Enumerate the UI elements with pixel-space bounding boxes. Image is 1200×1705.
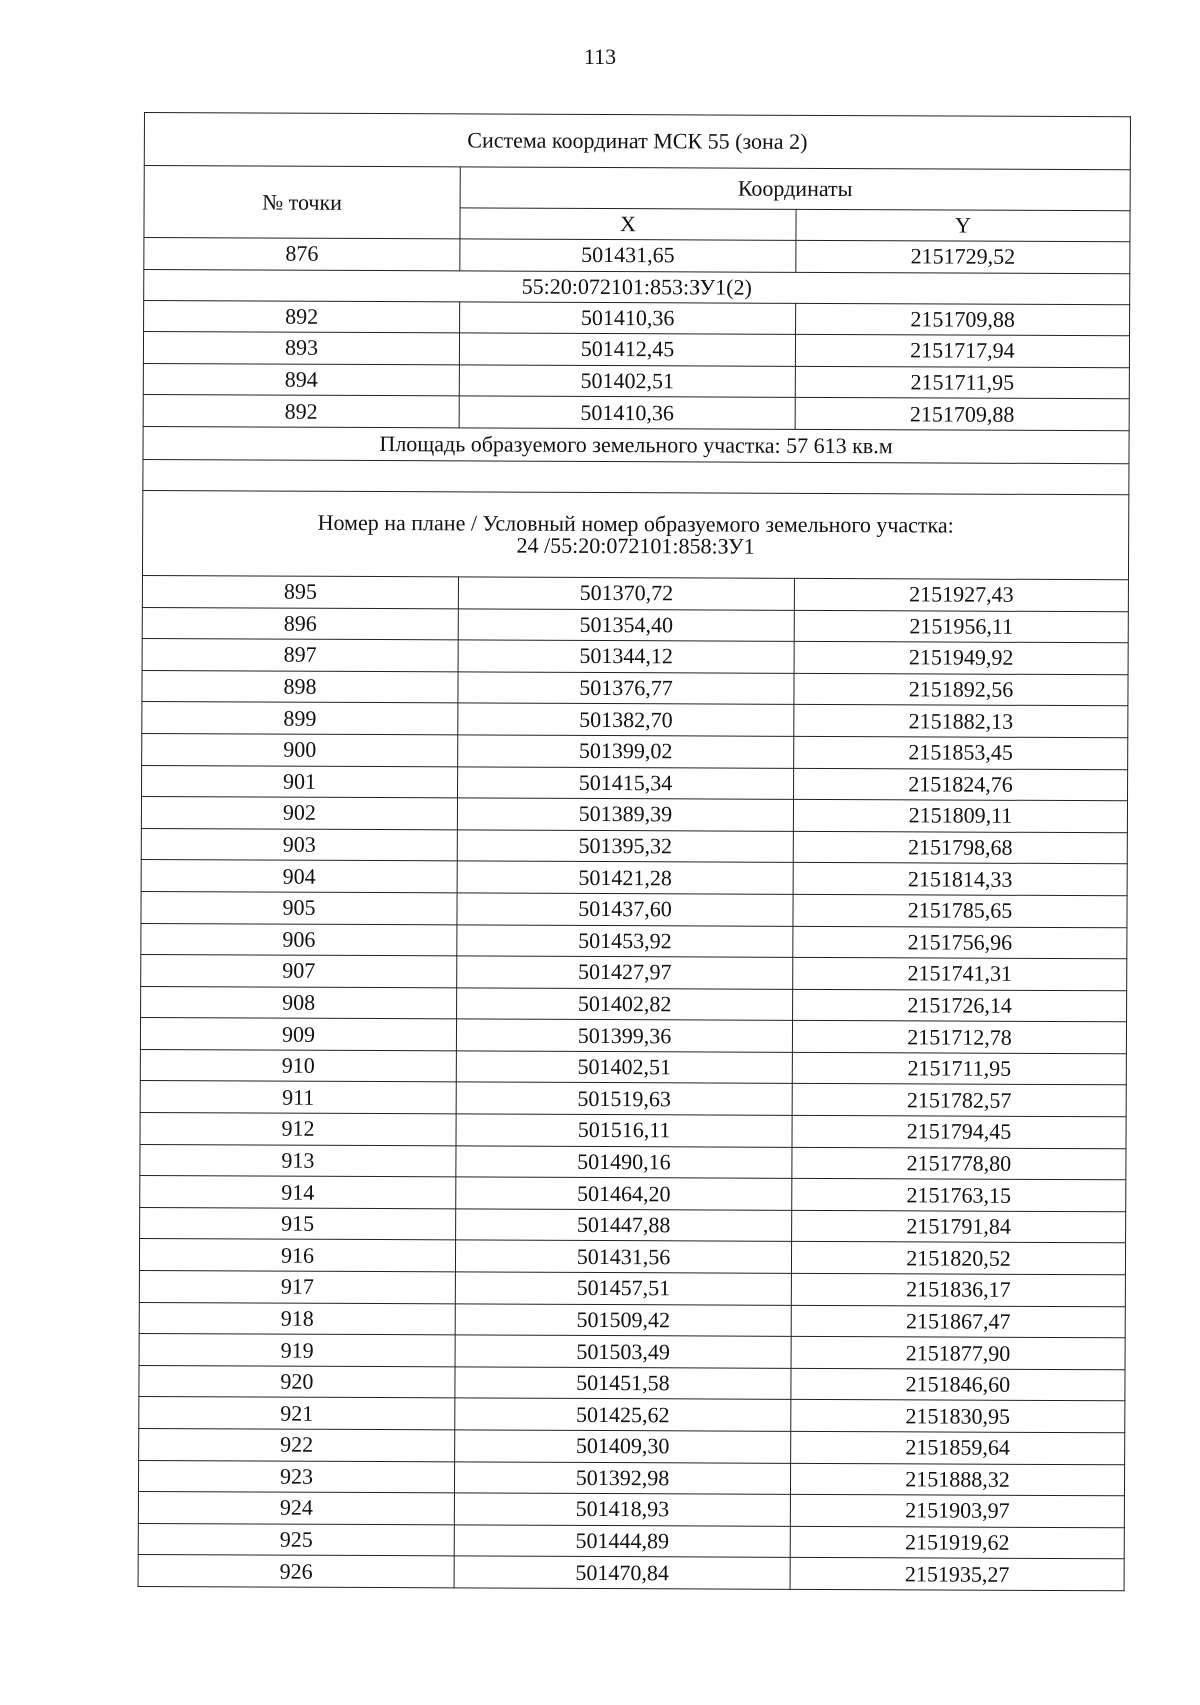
x-coordinate-cell: 501382,70 <box>458 703 794 736</box>
x-coordinate-cell: 501410,36 <box>459 396 795 429</box>
table-row <box>139 1365 1125 1401</box>
y-coordinate-cell: 2151726,14 <box>793 989 1127 1022</box>
y-coordinate-cell: 2151820,52 <box>791 1242 1125 1275</box>
point-number-cell: 902 <box>141 797 457 830</box>
table-row <box>142 702 1128 738</box>
y-coordinate-cell: 2151729,52 <box>796 240 1130 273</box>
header-row <box>144 166 1130 211</box>
point-number-cell: 900 <box>142 733 458 766</box>
table-row <box>142 733 1128 769</box>
y-coordinate-cell: 2151859,64 <box>791 1431 1125 1464</box>
x-coordinate-cell: 501444,89 <box>454 1525 790 1558</box>
x-coordinate-cell: 501421,28 <box>457 861 793 894</box>
x-coordinate-cell: 501354,40 <box>458 608 794 641</box>
point-number-cell: 920 <box>139 1365 455 1398</box>
table-row <box>141 955 1127 991</box>
x-coordinate-cell: 501519,63 <box>456 1082 792 1115</box>
x-coordinate-cell: 501427,97 <box>457 956 793 989</box>
point-number-cell: 910 <box>140 1049 456 1082</box>
x-coordinate-cell: 501503,49 <box>455 1335 791 1368</box>
y-coordinate-cell: 2151711,95 <box>792 1052 1126 1085</box>
point-number-cell: 915 <box>140 1207 456 1240</box>
table-row <box>143 332 1129 368</box>
point-number-cell: 897 <box>142 639 458 672</box>
y-coordinate-cell: 2151882,13 <box>794 705 1128 738</box>
y-coordinate-cell: 2151830,95 <box>791 1400 1125 1433</box>
table-row <box>142 639 1128 675</box>
x-coordinate-cell: 501431,56 <box>455 1240 791 1273</box>
y-coordinate-cell: 2151791,84 <box>792 1210 1126 1243</box>
point-number-cell: 898 <box>142 670 458 703</box>
y-coordinate-cell: 2151717,94 <box>795 335 1129 368</box>
point-number-cell: 911 <box>140 1081 456 1114</box>
section2-title: 55:20:072101:853:ЗУ1(2) <box>144 269 1130 304</box>
x-coordinate-cell: 501395,32 <box>457 830 793 863</box>
point-number-cell: 909 <box>140 1018 456 1051</box>
table-row <box>143 363 1129 399</box>
y-coordinate-cell: 2151919,62 <box>790 1526 1124 1559</box>
table-row <box>140 1081 1126 1117</box>
y-coordinate-cell: 2151836,17 <box>791 1273 1125 1306</box>
x-coordinate-cell: 501431,65 <box>460 239 796 272</box>
table-row <box>138 1460 1124 1496</box>
y-coordinate-cell: 2151903,97 <box>790 1495 1124 1528</box>
table-row <box>139 1239 1125 1275</box>
section3-title-row <box>142 490 1128 579</box>
y-coordinate-cell: 2151763,15 <box>792 1179 1126 1212</box>
table-row <box>141 828 1127 864</box>
empty-separator-row <box>143 459 1129 494</box>
point-number-cell: 922 <box>139 1428 455 1461</box>
empty-separator <box>143 459 1129 494</box>
table-row <box>144 300 1130 336</box>
table-row <box>140 1144 1126 1180</box>
x-coordinate-cell: 501509,42 <box>455 1303 791 1336</box>
section2-area-row <box>143 426 1129 463</box>
x-header: X <box>460 208 796 240</box>
x-coordinate-cell: 501451,58 <box>455 1367 791 1400</box>
x-coordinate-cell: 501344,12 <box>458 640 794 673</box>
x-coordinate-cell: 501410,36 <box>460 301 796 334</box>
table-row <box>141 923 1127 959</box>
y-coordinate-cell: 2151741,31 <box>793 957 1127 990</box>
y-coordinate-cell: 2151756,96 <box>793 926 1127 959</box>
y-coordinate-cell: 2151785,65 <box>793 894 1127 927</box>
y-coordinate-cell: 2151711,95 <box>795 366 1129 399</box>
point-number-cell: 908 <box>141 986 457 1019</box>
section2-area: Площадь образуемого земельного участка: 57 613 кв.м <box>143 426 1129 463</box>
x-coordinate-cell: 501402,82 <box>457 988 793 1021</box>
x-coordinate-cell: 501399,02 <box>458 735 794 768</box>
coordinates-table-body <box>138 113 1130 1591</box>
x-coordinate-cell: 501376,77 <box>458 672 794 705</box>
x-coordinate-cell: 501402,51 <box>459 365 795 398</box>
x-coordinate-cell: 501415,34 <box>458 766 794 799</box>
point-number-cell: 893 <box>143 332 459 365</box>
table-row <box>141 891 1127 927</box>
point-number-cell: 892 <box>143 395 459 428</box>
y-header: Y <box>796 209 1130 241</box>
y-coordinate-cell: 2151846,60 <box>791 1368 1125 1401</box>
point-number-cell: 919 <box>139 1334 455 1367</box>
y-coordinate-cell: 2151809,11 <box>793 799 1127 832</box>
y-coordinate-cell: 2151798,68 <box>793 831 1127 864</box>
table-row <box>141 797 1127 833</box>
point-number-cell: 925 <box>138 1523 454 1556</box>
y-coordinate-cell: 2151824,76 <box>794 768 1128 801</box>
point-number-cell: 895 <box>142 575 458 608</box>
table-row <box>142 607 1128 643</box>
point-number-cell: 904 <box>141 860 457 893</box>
table-row <box>138 1523 1124 1559</box>
x-coordinate-cell: 501470,84 <box>454 1556 790 1589</box>
table-row <box>140 1176 1126 1212</box>
point-number-cell: 921 <box>139 1397 455 1430</box>
point-number-cell: 926 <box>138 1555 454 1588</box>
page-number: 113 <box>583 44 617 69</box>
y-coordinate-cell: 2151794,45 <box>792 1115 1126 1148</box>
x-coordinate-cell: 501490,16 <box>456 1146 792 1179</box>
point-number-cell: 901 <box>142 765 458 798</box>
x-coordinate-cell: 501447,88 <box>456 1209 792 1242</box>
y-coordinate-cell: 2151814,33 <box>793 863 1127 896</box>
section2-title-row <box>144 269 1130 304</box>
point-number-cell: 894 <box>143 363 459 396</box>
x-coordinate-cell: 501370,72 <box>458 577 794 610</box>
x-coordinate-cell: 501437,60 <box>457 893 793 926</box>
table-row <box>142 765 1128 801</box>
coordinates-table <box>138 112 1131 1591</box>
table-row <box>138 1492 1124 1528</box>
point-number-cell: 906 <box>141 923 457 956</box>
table-row <box>140 1049 1126 1085</box>
table-row <box>142 575 1128 611</box>
y-coordinate-cell: 2151935,27 <box>790 1558 1124 1591</box>
y-coordinate-cell: 2151927,43 <box>794 578 1128 611</box>
point-number-header: № точки <box>144 166 460 239</box>
point-number-cell: 923 <box>138 1460 454 1493</box>
coordinate-system-title: Система координат МСК 55 (зона 2) <box>144 113 1130 170</box>
point-number-cell: 899 <box>142 702 458 735</box>
y-coordinate-cell: 2151956,11 <box>794 610 1128 643</box>
x-coordinate-cell: 501516,11 <box>456 1114 792 1147</box>
point-number-cell: 907 <box>141 955 457 988</box>
point-number-cell: 912 <box>140 1113 456 1146</box>
x-coordinate-cell: 501412,45 <box>459 333 795 366</box>
point-number-cell: 918 <box>139 1302 455 1335</box>
y-coordinate-cell: 2151778,80 <box>792 1147 1126 1180</box>
table-row <box>139 1397 1125 1433</box>
y-coordinate-cell: 2151867,47 <box>791 1305 1125 1338</box>
x-coordinate-cell: 501402,51 <box>456 1051 792 1084</box>
y-coordinate-cell: 2151949,92 <box>794 641 1128 674</box>
table-row <box>140 1018 1126 1054</box>
y-coordinate-cell: 2151709,88 <box>795 398 1129 431</box>
table-row <box>138 1555 1124 1591</box>
table-row <box>144 238 1130 274</box>
x-coordinate-cell: 501409,30 <box>455 1430 791 1463</box>
point-number-cell: 916 <box>139 1239 455 1272</box>
point-number-cell: 913 <box>140 1144 456 1177</box>
point-number-cell: 924 <box>138 1492 454 1525</box>
table-row <box>140 1113 1126 1149</box>
x-coordinate-cell: 501457,51 <box>455 1272 791 1305</box>
point-number-cell: 892 <box>144 300 460 333</box>
coordinates-header: Координаты <box>460 167 1130 211</box>
table-row <box>139 1428 1125 1464</box>
section3-title <box>142 490 1128 579</box>
y-coordinate-cell: 2151892,56 <box>794 673 1128 706</box>
point-number-cell: 914 <box>140 1176 456 1209</box>
point-number-cell: 903 <box>141 828 457 861</box>
y-coordinate-cell: 2151782,57 <box>792 1084 1126 1117</box>
section3-title-line1: Номер на плане / Условный номер образуемого земельного участка: <box>317 509 954 538</box>
x-coordinate-cell: 501464,20 <box>456 1177 792 1210</box>
point-number-cell: 917 <box>139 1271 455 1304</box>
coordinate-system-row <box>144 113 1130 170</box>
y-coordinate-cell: 2151709,88 <box>796 303 1130 336</box>
x-coordinate-cell: 501389,39 <box>457 798 793 831</box>
x-coordinate-cell: 501453,92 <box>457 924 793 957</box>
point-number-cell: 876 <box>144 238 460 271</box>
y-coordinate-cell: 2151877,90 <box>791 1337 1125 1370</box>
x-coordinate-cell: 501392,98 <box>454 1461 790 1494</box>
x-coordinate-cell: 501399,36 <box>456 1019 792 1052</box>
x-coordinate-cell: 501425,62 <box>455 1398 791 1431</box>
y-coordinate-cell: 2151712,78 <box>792 1021 1126 1054</box>
point-number-cell: 896 <box>142 607 458 640</box>
y-coordinate-cell: 2151853,45 <box>794 736 1128 769</box>
table-row <box>141 986 1127 1022</box>
point-number-cell: 905 <box>141 891 457 924</box>
y-coordinate-cell: 2151888,32 <box>790 1463 1124 1496</box>
table-row <box>141 860 1127 896</box>
table-row <box>139 1334 1125 1370</box>
section3-title-line2: 24 /55:20:072101:858:ЗУ1 <box>516 532 755 559</box>
table-row <box>139 1271 1125 1307</box>
table-row <box>139 1302 1125 1338</box>
table-row <box>140 1207 1126 1243</box>
table-row <box>143 395 1129 431</box>
x-coordinate-cell: 501418,93 <box>454 1493 790 1526</box>
table-row <box>142 670 1128 706</box>
